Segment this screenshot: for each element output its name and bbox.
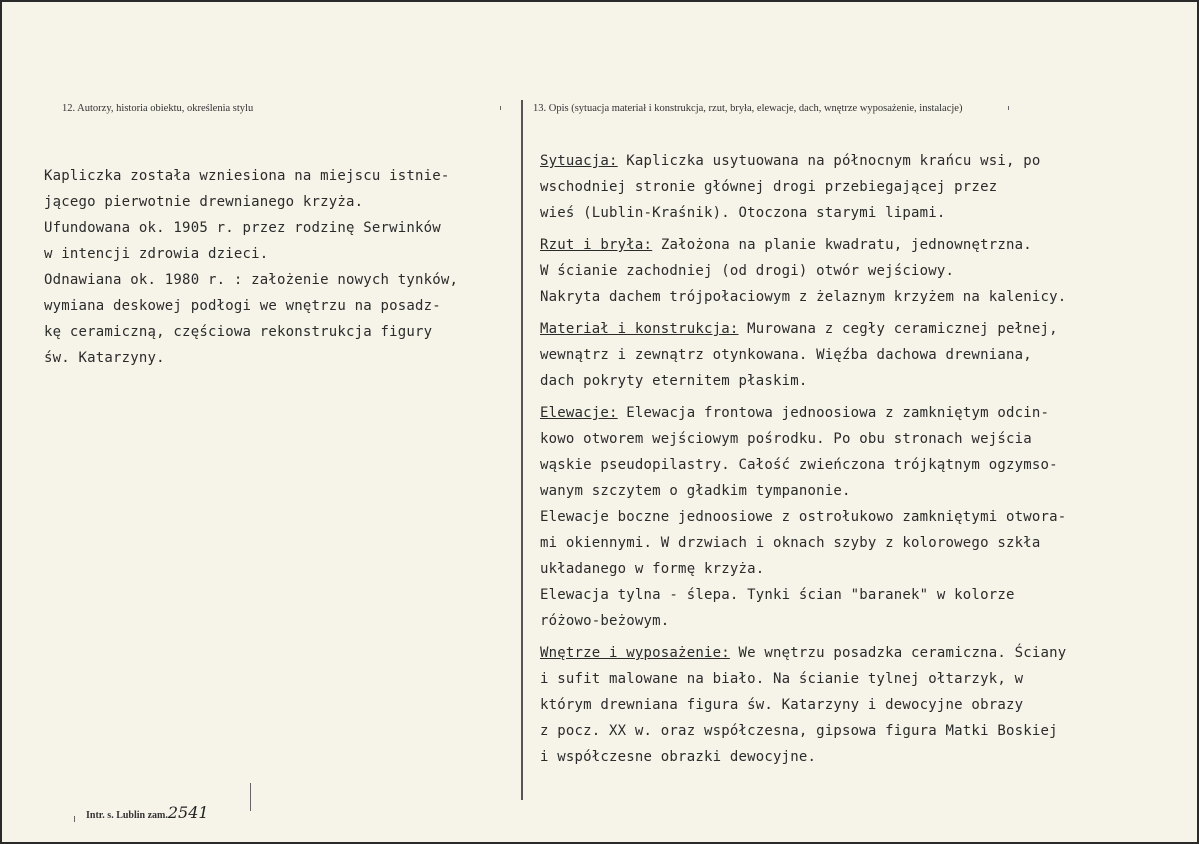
print-stamp	[86, 803, 209, 822]
text-line: układanego w formę krzyża.	[540, 561, 765, 577]
section-13-heading: 13. Opis (sytuacja materiał i konstrukcja, rzut, bryła, elewacje, dach, wnętrze wyposażenie, instalacje)	[533, 103, 963, 114]
text-line: dach pokryty eternitem płaskim.	[540, 373, 808, 389]
text-line	[540, 400, 1180, 426]
text-line: W ścianie zachodniej (od drogi) otwór wejściowy.	[540, 263, 955, 279]
text-line: Kapliczka została wzniesiona na miejscu istnie-	[44, 168, 450, 184]
text-line: Ufundowana ok. 1905 r. przez rodzinę Serwinków	[44, 220, 441, 236]
paragraph-text: Murowana z cegły ceramicznej pełnej,	[738, 321, 1058, 337]
text-line	[540, 640, 1180, 666]
text-line: Nakryta dachem trójpołaciowym z żelaznym krzyżem na kalenicy.	[540, 289, 1067, 305]
paragraph-label: Elewacje:	[540, 405, 618, 421]
text-line: wymiana deskowej podłogi we wnętrzu na posadz-	[44, 298, 441, 314]
paragraph-text: We wnętrzu posadzka ceramiczna. Ściany	[729, 645, 1067, 661]
column-divider	[521, 100, 523, 800]
paragraph-text: Założona na planie kwadratu, jednownętrzna.	[652, 237, 1032, 253]
text-line: mi okiennymi. W drzwiach i oknach szyby z kolorowego szkła	[540, 535, 1041, 551]
text-line	[540, 232, 1180, 258]
paragraph-elewacje	[540, 400, 1180, 634]
text-line: Odnawiana ok. 1980 r. : założenie nowych tynków,	[44, 272, 459, 288]
text-line: kowo otworem wejściowym pośrodku. Po obu stronach wejścia	[540, 431, 1032, 447]
section-13-body	[540, 148, 1180, 770]
paragraph-sytuacja	[540, 148, 1180, 226]
paragraph-label: Materiał i konstrukcja:	[540, 321, 739, 337]
text-line	[540, 148, 1180, 174]
stamp-text: Intr. s. Lublin zam.	[86, 810, 168, 821]
text-line: jącego pierwotnie drewnianego krzyża.	[44, 194, 364, 210]
text-line: którym drewniana figura św. Katarzyny i dewocyjne obrazy	[540, 697, 1024, 713]
text-line: kę ceramiczną, częściowa rekonstrukcja figury	[44, 324, 433, 340]
paragraph-rzut-i-bryla	[540, 232, 1180, 310]
text-line: w intencji zdrowia dzieci.	[44, 246, 269, 262]
text-line: różowo-beżowym.	[540, 613, 670, 629]
paragraph-material-i-konstrukcja	[540, 316, 1180, 394]
margin-tick	[74, 816, 75, 822]
text-line: z pocz. XX w. oraz współczesna, gipsowa figura Matki Boskiej	[540, 723, 1058, 739]
margin-tick	[250, 783, 251, 811]
paragraph-text: Kapliczka usytuowana na północnym krańcu wsi, po	[617, 153, 1041, 169]
section-12-heading: 12. Autorzy, historia obiektu, określenia stylu	[62, 103, 254, 114]
text-line: wieś (Lublin-Kraśnik). Otoczona starymi lipami.	[540, 205, 946, 221]
text-line: Elewacje boczne jednoosiowe z ostrołukowo zamkniętymi otwora-	[540, 509, 1067, 525]
text-line: św. Katarzyny.	[44, 350, 165, 366]
paragraph-text: Elewacja frontowa jednoosiowa z zamkniętym odcin-	[617, 405, 1050, 421]
text-line	[540, 316, 1180, 342]
text-line: i współczesne obrazki dewocyjne.	[540, 749, 817, 765]
text-line: wąskie pseudopilastry. Całość zwieńczona trójkątnym ogzymso-	[540, 457, 1058, 473]
text-line: wewnątrz i zewnątrz otynkowana. Więźba dachowa drewniana,	[540, 347, 1032, 363]
margin-tick	[500, 106, 501, 110]
margin-tick	[1008, 106, 1009, 110]
paragraph-label: Rzut i bryła:	[540, 237, 653, 253]
section-12-body	[44, 163, 514, 371]
paragraph-wnetrze-i-wyposazenie	[540, 640, 1180, 770]
paragraph-label: Sytuacja:	[540, 153, 618, 169]
text-line: wschodniej stronie głównej drogi przebiegającej przez	[540, 179, 998, 195]
text-line: wanym szczytem o gładkim tympanonie.	[540, 483, 851, 499]
text-line: Elewacja tylna - ślepa. Tynki ścian "baranek" w kolorze	[540, 587, 1015, 603]
paragraph-label: Wnętrze i wyposażenie:	[540, 645, 730, 661]
text-line: i sufit malowane na biało. Na ścianie tylnej ołtarzyk, w	[540, 671, 1024, 687]
handwritten-number: 2541	[167, 803, 209, 822]
